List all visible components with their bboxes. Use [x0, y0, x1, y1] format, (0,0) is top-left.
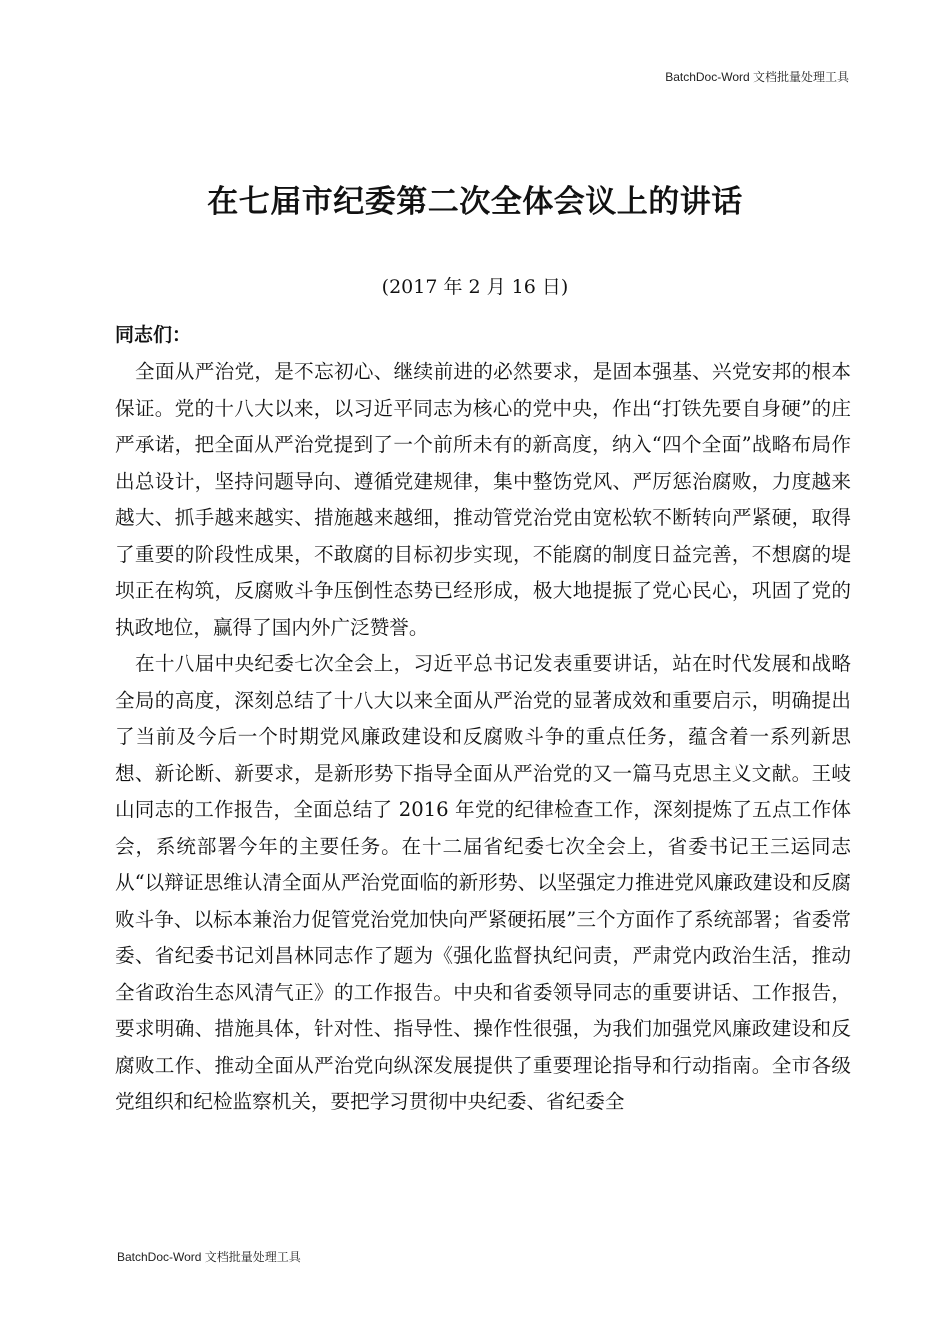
document-date: (2017 年 2 月 16 日) — [381, 276, 569, 298]
page-header-note: BatchDoc-Word 文档批量处理工具 — [665, 70, 849, 84]
paragraph-1: 全面从严治党，是不忘初心、继续前进的必然要求，是固本强基、兴党安邦的根本保证。党的十八大以来，以习近平同志为核心的党中央，作出“打铁先要自身硬”的庄严承诺，把全面从严治党提到了一个前所未有的新高度，纳入“四个全面”战略布局作出总设计，坚持问题导向、遵循党建规律，集中整饬党风、严厉惩治腐败，力度越来越大、抓手越来越实、措施越来越细，推动管党治党由宽松软不断转向严紧硬，取得了重要的阶段性成果，不敢腐的目标初步实现，不能腐的制度日益完善，不想腐的堤坝正在构筑，反腐败斗争压倒性态势已经形成，极大地提振了党心民心，巩固了党的执政地位，赢得了国内外广泛赞誉。 — [115, 360, 851, 639]
paragraph-2: 在十八届中央纪委七次全会上，习近平总书记发表重要讲话，站在时代发展和战略全局的高度，深刻总结了十八大以来全面从严治党的显著成效和重要启示，明确提出了当前及今后一个时期党风廉政建设和反腐败斗争的重点任务，蕴含着一系列新思想、新论断、新要求，是新形势下指导全面从严治党的又一篇马克思主义文献。王岐山同志的工作报告，全面总结了 2016 年党的纪律检查工作，深刻提炼了五点工作体会，系统部署今年的主要任务。在十二届省纪委七次全会上，省委书记王三运同志从“以辩证思维认清全面从严治党面临的新形势、以坚强定力推进党风廉政建设和反腐败斗争、以标本兼治力促管党治党加快向严紧硬拓展”三个方面作了系统部署；省委常委、省纪委书记刘昌林同志作了题为《强化监督执纪问责，严肃党内政治生活，推动全省政治生态风清气正》的工作报告。中央和省委领导同志的重要讲话、工作报告，要求明确、措施具体，针对性、指导性、操作性很强，为我们加强党风廉政建设和反腐败工作、推动全面从严治党向纵深发展提供了重要理论指导和行动指南。全市各级党组织和纪检监察机关，要把学习贯彻中央纪委、省纪委全 — [115, 652, 851, 1113]
document-title: 在七届市纪委第二次全体会议上的讲话 — [207, 184, 743, 220]
page-footer-note: BatchDoc-Word 文档批量处理工具 — [117, 1250, 301, 1264]
salutation: 同志们： — [115, 324, 192, 346]
document-body — [115, 316, 851, 1121]
